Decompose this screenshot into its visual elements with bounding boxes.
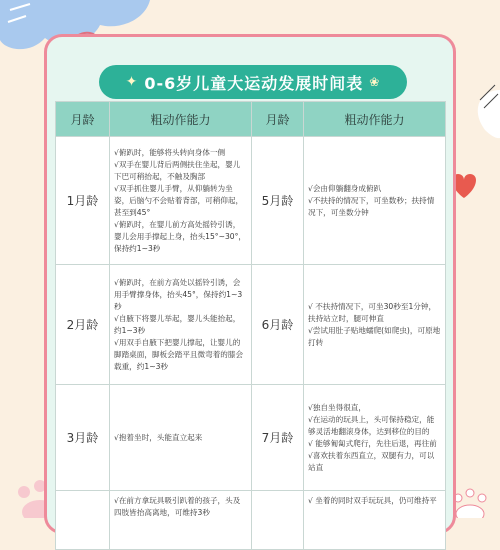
ability-cell: [304, 491, 446, 550]
motor-development-table: [55, 101, 446, 550]
age-cell: 6月龄: [252, 265, 304, 385]
paw-icon: ❀: [369, 75, 381, 89]
ability-cell: [304, 137, 446, 265]
ability-item: √尝试用肚子贴地蠕爬(如爬虫)，可原地打转: [308, 325, 441, 347]
page-title: 0-6岁儿童大运动发展时间表: [144, 73, 364, 93]
ability-cell: [110, 265, 252, 385]
age-cell: 2月龄: [56, 265, 110, 385]
age-cell: 5月龄: [252, 137, 304, 265]
ability-item: √双手抓住婴儿手臂，从仰躺转为坐姿，后脑勺不会贴着背部，可稍仰起，甚至到45°: [114, 183, 244, 217]
ability-cell: [110, 137, 252, 265]
ability-item: √在前方拿玩具吸引趴着的孩子，头及四肢皆抬高离地，可维持3秒: [114, 496, 241, 517]
header-age-right: 月龄: [252, 102, 304, 137]
table-row: [56, 385, 446, 491]
age-cell: [56, 491, 110, 550]
header-ability-right: 粗动作能力: [304, 102, 446, 137]
title-banner: [99, 65, 407, 99]
header-ability-left: 粗动作能力: [110, 102, 252, 137]
ability-item: √俯趴时，在前方高处以摇铃引诱，会用手臂撑身体，抬头45°，保持约1~3秒: [114, 277, 243, 311]
ability-cell: [304, 385, 446, 491]
ability-item: √不扶持的情况下，可坐数秒；扶持情况下，可坐数分钟: [308, 195, 435, 217]
age-cell: 3月龄: [56, 385, 110, 491]
ability-item: √ 坐着的同时双手玩玩具，仍可维持平: [308, 496, 437, 505]
age-cell: 7月龄: [252, 385, 304, 491]
ability-item: √用双手自腋下把婴儿撑起，让婴儿的脚踏桌面，脚板会踏平且微弯着的膝会载重，约1~3秒: [114, 337, 244, 371]
table-row: [56, 265, 446, 385]
ability-cell: [110, 491, 252, 550]
ability-item: √双手在婴儿背后两侧扶住坐起，婴儿下巴可稍抬起，不触及胸部: [114, 159, 241, 181]
ability-item: √抱着坐时，头能直立起来: [114, 432, 203, 442]
ability-item: √ 能够匍匐式爬行，先往后退，再往前: [308, 438, 437, 448]
table-row: [56, 137, 446, 265]
content-card: [44, 34, 456, 534]
sparkle-icon: ✦: [125, 74, 139, 90]
ability-item: √在运动的玩具上，头可保持稳定，能够灵活地翻滚身体，达到移位的目的: [308, 414, 435, 436]
header-age-left: 月龄: [56, 102, 110, 137]
ability-cell: [304, 265, 446, 385]
ability-cell: [110, 385, 252, 491]
age-cell: [252, 491, 304, 550]
ability-item: √俯趴时，能够将头转向身体一侧: [114, 147, 226, 157]
age-cell: 1月龄: [56, 137, 110, 265]
ability-item: √自腋下将婴儿举起，婴儿头能抬起，约1~3秒: [114, 313, 241, 335]
ability-item: √会由仰躺翻身成俯趴: [308, 183, 382, 193]
table-row: [56, 491, 446, 550]
ability-item: √俯趴时，在婴儿前方高处摇铃引诱，婴儿会用手撑起上身，抬头15°~30°，保持约1~3秒: [114, 219, 246, 253]
ability-item: √ 不扶持情况下，可坐30秒至1分钟，扶持站立时，腿可伸直: [308, 301, 437, 323]
table-header-row: [56, 102, 446, 137]
ability-item: √喜欢扶着东西直立，双腿有力，可以站直: [308, 450, 435, 472]
ability-item: √独自坐得很直，: [308, 402, 366, 412]
